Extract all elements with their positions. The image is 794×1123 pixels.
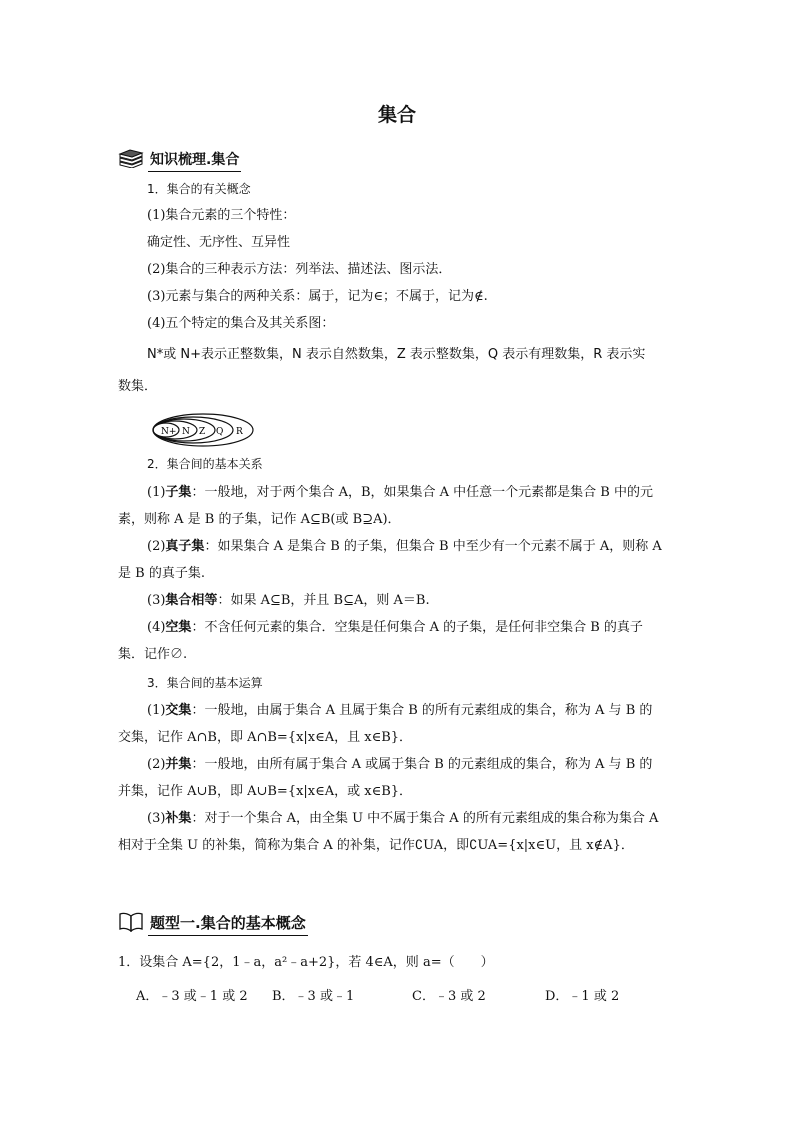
paragraph: 数集．	[118, 379, 158, 394]
open-book-icon	[118, 912, 144, 936]
paragraph-complement	[147, 810, 658, 828]
paragraph: (4)五个特定的集合及其关系图：	[147, 316, 335, 331]
diagram-label-nplus: N+	[161, 427, 177, 437]
term-proper-subset: 真子集	[165, 539, 205, 554]
term-intersection: 交集	[165, 703, 192, 718]
text: ：一般地，由属于集合 A 且属于集合 B 的所有元素组成的集合，称为 A 与 B 的	[191, 703, 653, 718]
paragraph-intersection	[147, 702, 652, 720]
term-empty: 空集	[165, 620, 192, 635]
subsection-title-2: 2．集合间的基本关系	[147, 457, 263, 471]
label: (2)	[147, 539, 166, 554]
page-title: 集合	[377, 104, 416, 126]
books-icon	[118, 148, 144, 172]
number-sets-diagram	[152, 412, 256, 452]
option-d[interactable]: D．﹣1 或 2	[545, 989, 620, 1004]
diagram-label-n: N	[182, 427, 190, 437]
term-equal: 集合相等	[165, 593, 218, 608]
section-heading-text: 题型一.集合的基本概念	[148, 912, 308, 936]
label: (3)	[147, 811, 166, 826]
paragraph: 素，则称 A 是 B 的子集，记作 A⊆B(或 B⊇A)．	[118, 512, 401, 527]
label: (1)	[147, 703, 166, 718]
paragraph: 确定性、无序性、互异性	[147, 235, 291, 250]
label: (2)	[147, 757, 166, 772]
section-heading-knowledge	[118, 148, 241, 172]
paragraph: 集．记作∅.	[118, 647, 188, 662]
text: ：对于一个集合 A，由全集 U 中不属于集合 A 的所有元素组成的集合称为集合 A	[191, 811, 659, 826]
option-a[interactable]: A．﹣3 或﹣1 或 2	[136, 989, 248, 1004]
label: (4)	[147, 620, 166, 635]
paragraph: 交集，记作 A∩B，即 A∩B={x|x∈A，且 x∈B}．	[118, 730, 413, 745]
paragraph: (1)集合元素的三个特性：	[147, 208, 296, 223]
paragraph-equal-sets	[147, 592, 430, 610]
diagram-label-q: Q	[216, 427, 224, 437]
term-complement: 补集	[165, 811, 192, 826]
question-stem: 1．设集合 A={2，1﹣a，a²﹣a+2}，若 4∈A，则 a=（ ）	[118, 955, 494, 970]
section-heading-text: 知识梳理.集合	[148, 149, 241, 172]
option-b[interactable]: B．﹣3 或﹣1	[272, 989, 355, 1004]
text: ：一般地，对于两个集合 A，B，如果集合 A 中任意一个元素都是集合 B 中的元	[191, 485, 653, 500]
subsection-title-1: 1．集合的有关概念	[147, 182, 251, 196]
paragraph: (2)集合的三种表示方法：列举法、描述法、图示法．	[147, 262, 452, 277]
paragraph-union	[147, 756, 652, 774]
paragraph: 是 B 的真子集.	[118, 566, 205, 581]
label: (3)	[147, 593, 166, 608]
paragraph-empty-set	[147, 619, 643, 637]
term-union: 并集	[165, 757, 192, 772]
term-subset: 子集	[165, 485, 192, 500]
diagram-label-z: Z	[199, 427, 206, 437]
text: ：如果集合 A 是集合 B 的子集，但集合 B 中至少有一个元素不属于 A，则称 A	[204, 539, 662, 554]
paragraph: 并集，记作 A∪B，即 A∪B={x|x∈A，或 x∈B}．	[118, 784, 413, 799]
section-heading-type1	[118, 912, 308, 936]
paragraph-proper-subset	[147, 538, 662, 556]
paragraph-subset	[147, 484, 653, 502]
label: (1)	[147, 485, 166, 500]
text: ：不含任何元素的集合．空集是任何集合 A 的子集，是任何非空集合 B 的真子	[191, 620, 643, 635]
paragraph: 相对于全集 U 的补集，简称为集合 A 的补集，记作∁UA，即∁UA={x|x∈U，且 x∉A}．	[118, 838, 634, 853]
subsection-title-3: 3．集合间的基本运算	[147, 676, 263, 690]
paragraph: (3)元素与集合的两种关系：属于，记为∈；不属于，记为∉.	[147, 289, 488, 304]
text: ：一般地，由所有属于集合 A 或属于集合 B 的元素组成的集合，称为 A 与 B 的	[191, 757, 653, 772]
paragraph: N*或 N+表示正整数集，N 表示自然数集，Z 表示整数集，Q 表示有理数集，R 表示实	[147, 347, 646, 362]
diagram-label-r: R	[236, 427, 243, 437]
text: ：如果 A⊆B，并且 B⊆A，则 A＝B.	[217, 593, 430, 608]
option-c[interactable]: C．﹣3 或 2	[412, 989, 486, 1004]
